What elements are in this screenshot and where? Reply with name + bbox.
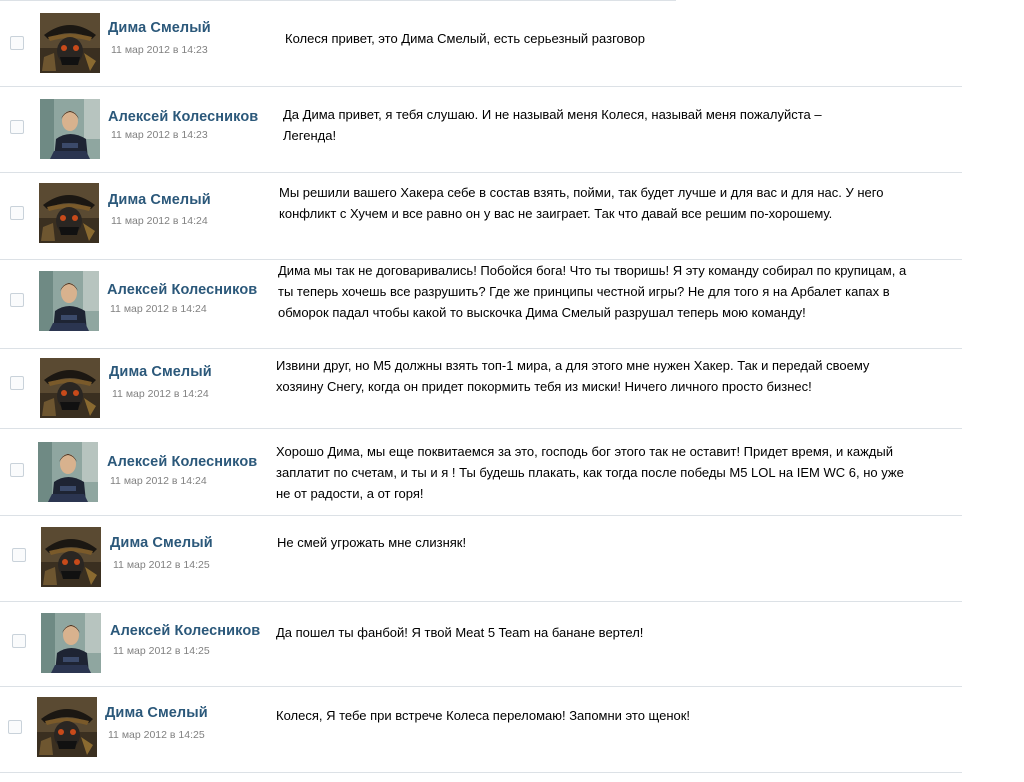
message-row: [0, 172, 962, 260]
message-text: Колеся, Я тебе при встрече Колеса переломаю! Запомни это щенок!: [276, 708, 691, 723]
message-row: [0, 0, 962, 87]
message-timestamp: 11 мар 2012 в 14:25: [113, 645, 210, 657]
message-row: [0, 601, 962, 687]
pirate-avatar[interactable]: [40, 358, 100, 418]
message-timestamp: 11 мар 2012 в 14:23: [111, 44, 208, 56]
message-text: Хорошо Дима, мы еще поквитаемся за это, господь бог этого так не оставит! Придет время, и каждый заплатит по счетам, и ты и я ! Ты будешь плакать, как тогда после победы М5 LOL на IEM WC 6, но уже не от радости, а от горя!: [276, 444, 904, 501]
man-avatar[interactable]: [39, 271, 99, 331]
message-text: Колеся привет, это Дима Смелый, есть серьезный разговор: [285, 31, 645, 46]
message-row: [0, 259, 962, 349]
message-text: Дима мы так не договаривались! Побойся бога! Что ты творишь! Я эту команду собирал по крупицам, а ты теперь хочешь все разрушить? Где же принципы честной игры? Не для того я на Арбалет капах в обморок падал чтобы какой то выскочка Дима Смелый разрушал теперь мою команду!: [278, 263, 907, 320]
message-timestamp: 11 мар 2012 в 14:23: [111, 129, 208, 141]
man-avatar[interactable]: [41, 613, 101, 673]
message-select-checkbox[interactable]: [10, 120, 24, 134]
message-timestamp: 11 мар 2012 в 14:25: [108, 729, 205, 741]
message-select-checkbox[interactable]: [8, 720, 22, 734]
pirate-avatar[interactable]: [37, 697, 97, 757]
author-name-link[interactable]: Дима Смелый: [105, 705, 208, 721]
message-timestamp: 11 мар 2012 в 14:24: [112, 388, 209, 400]
author-name-link[interactable]: Дима Смелый: [108, 20, 211, 36]
message-select-checkbox[interactable]: [10, 376, 24, 390]
message-select-checkbox[interactable]: [10, 463, 24, 477]
author-name-link[interactable]: Алексей Колесников: [108, 109, 259, 125]
message-row: [0, 686, 962, 773]
pirate-avatar[interactable]: [40, 13, 100, 73]
message-row: [0, 428, 962, 516]
message-row: [0, 86, 962, 173]
message-text: Не смей угрожать мне слизняк!: [277, 535, 467, 550]
message-select-checkbox[interactable]: [10, 36, 24, 50]
message-select-checkbox[interactable]: [10, 293, 24, 307]
message-text: Мы решили вашего Хакера себе в состав взять, пойми, так будет лучше и для вас и для нас. У него конфликт с Хучем и все равно он у вас не заиграет. Так что давай все решим по-хорошему.: [279, 185, 884, 221]
message-select-checkbox[interactable]: [12, 548, 26, 562]
pirate-avatar[interactable]: [39, 183, 99, 243]
author-name-link[interactable]: Дима Смелый: [108, 192, 211, 208]
author-name-link[interactable]: Алексей Колесников: [107, 282, 258, 298]
message-timestamp: 11 мар 2012 в 14:24: [111, 215, 208, 227]
message-select-checkbox[interactable]: [12, 634, 26, 648]
message-timestamp: 11 мар 2012 в 14:24: [110, 475, 207, 487]
author-name-link[interactable]: Дима Смелый: [110, 535, 213, 551]
message-timestamp: 11 мар 2012 в 14:24: [110, 303, 207, 315]
message-timestamp: 11 мар 2012 в 14:25: [113, 559, 210, 571]
message-row: [0, 348, 962, 429]
message-text: Извини друг, но М5 должны взять топ-1 мира, а для этого мне нужен Хакер. Так и передай своему хозяину Снегу, когда он придет покормить тебя из миски! Ничего личного просто бизнес!: [276, 358, 870, 394]
message-select-checkbox[interactable]: [10, 206, 24, 220]
author-name-link[interactable]: Алексей Колесников: [107, 454, 258, 470]
pirate-avatar[interactable]: [41, 527, 101, 587]
man-avatar[interactable]: [40, 99, 100, 159]
message-text: Да пошел ты фанбой! Я твой Meat 5 Team на банане вертел!: [276, 625, 644, 640]
author-name-link[interactable]: Дима Смелый: [109, 364, 212, 380]
message-row: [0, 515, 962, 602]
author-name-link[interactable]: Алексей Колесников: [110, 623, 261, 639]
man-avatar[interactable]: [38, 442, 98, 502]
message-text: Да Дима привет, я тебя слушаю. И не называй меня Колеся, называй меня пожалуйста – Легенда!: [283, 107, 822, 143]
